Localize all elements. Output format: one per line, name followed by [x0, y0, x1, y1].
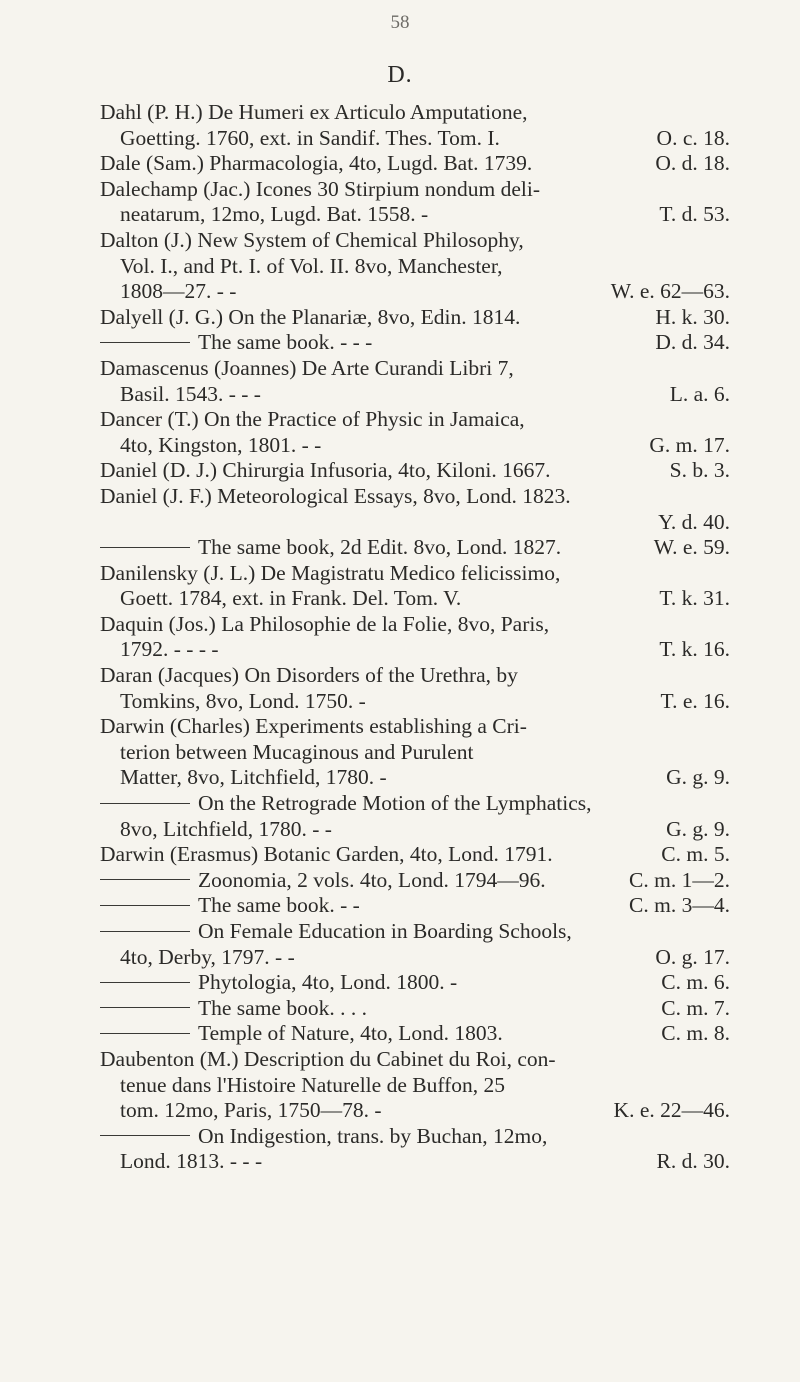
catalogue-entry — [100, 996, 730, 1022]
catalogue-entry — [100, 484, 730, 535]
entry-last-line — [100, 279, 730, 305]
entry-title-text: Dalton (J.) New System of Chemical Philosophy, — [100, 227, 524, 252]
entry-title-text: Daubenton (M.) Description du Cabinet du Roi, con- — [100, 1046, 556, 1071]
catalogue-entry — [100, 714, 730, 791]
entry-last-text — [100, 458, 550, 484]
entry-last-text — [100, 893, 360, 919]
catalogue-entry — [100, 612, 730, 663]
shelf-mark: O. d. 18. — [655, 151, 730, 176]
ditto-dash — [100, 1135, 190, 1136]
entry-last-text — [100, 305, 520, 331]
entry-text: 1808—27. - - — [120, 279, 237, 304]
entry-last-line — [100, 458, 730, 484]
entry-last-text — [120, 279, 236, 305]
shelf-mark: R. d. 30. — [656, 1149, 730, 1174]
shelf-mark: W. e. 59. — [653, 535, 730, 560]
entry-last-text — [120, 1098, 382, 1124]
entry-last-line — [100, 637, 730, 663]
catalogue-entry — [100, 970, 730, 996]
entry-last-line — [100, 1021, 730, 1047]
ditto-dash — [100, 1033, 190, 1034]
catalogue-entry — [100, 305, 730, 331]
catalogue-entries — [100, 100, 730, 1175]
entry-last-text — [120, 689, 366, 715]
section-heading: D. — [387, 62, 413, 88]
shelf-mark: Y. d. 40. — [658, 509, 730, 534]
entry-last-line — [100, 817, 730, 843]
entry-text: neatarum, 12mo, Lugd. Bat. 1558. - — [120, 202, 429, 227]
entry-first-line — [100, 1124, 730, 1150]
entry-last-text — [100, 535, 561, 561]
entry-last-line — [100, 868, 730, 894]
entry-last-line — [100, 1098, 730, 1124]
catalogue-entry — [100, 151, 730, 177]
catalogue-entry — [100, 791, 730, 842]
shelf-mark: T. d. 53. — [659, 202, 730, 227]
entry-first-line — [100, 1047, 730, 1073]
entry-last-line — [100, 945, 730, 971]
entry-text: Matter, 8vo, Litchfield, 1780. - — [120, 765, 387, 790]
entry-last-line — [100, 151, 730, 177]
entry-last-line — [100, 330, 730, 356]
entry-title-text: Daniel (J. F.) Meteorological Essays, 8vo, Lond. 1823. — [100, 483, 571, 508]
entry-last-line — [100, 382, 730, 408]
catalogue-entry — [100, 561, 730, 612]
shelf-mark: G. g. 9. — [666, 765, 730, 790]
shelf-mark: C. m. 1—2. — [629, 867, 730, 892]
shelf-mark: T. k. 16. — [659, 637, 730, 662]
entry-text: Darwin (Erasmus) Botanic Garden, 4to, Lond. 1791. — [100, 842, 553, 867]
shelf-mark: G. m. 17. — [649, 432, 730, 457]
entry-continuation-line: tenue dans l'Histoire Naturelle de Buffon, 25 — [120, 1072, 506, 1097]
entry-continuation-line: terion between Mucaginous and Purulent — [120, 739, 474, 764]
entry-first-line — [100, 612, 730, 638]
ditto-dash — [100, 982, 190, 983]
ditto-dash — [100, 803, 190, 804]
entry-text: Daniel (D. J.) Chirurgia Infusoria, 4to, Kiloni. 1667. — [100, 458, 551, 483]
entry-title-text: Darwin (Charles) Experiments establishing a Cri- — [100, 714, 527, 739]
entry-last-line — [100, 689, 730, 715]
ditto-dash — [100, 879, 190, 880]
entry-title-text: Dalechamp (Jac.) Icones 30 Stirpium nondum deli- — [100, 176, 541, 201]
entry-last-line — [100, 893, 730, 919]
entry-last-text — [120, 637, 219, 663]
entry-text: tom. 12mo, Paris, 1750—78. - — [120, 1098, 382, 1123]
entry-last-line — [100, 1149, 730, 1175]
entry-title-text: On Indigestion, trans. by Buchan, 12mo, — [198, 1123, 548, 1148]
shelf-mark: K. e. 22—46. — [613, 1098, 730, 1123]
entry-text: 8vo, Litchfield, 1780. - - — [120, 816, 332, 841]
ditto-dash — [100, 931, 190, 932]
entry-last-text — [100, 996, 367, 1022]
entry-last-line — [100, 586, 730, 612]
entry-text: Phytologia, 4to, Lond. 1800. - — [198, 970, 458, 995]
catalogue-entry — [100, 868, 730, 894]
entry-title-text: Danilensky (J. L.) De Magistratu Medico felicissimo, — [100, 560, 561, 585]
entry-title-text: On the Retrograde Motion of the Lymphatics, — [198, 791, 592, 816]
shelf-mark: O. c. 18. — [656, 125, 730, 150]
entry-last-text — [120, 433, 321, 459]
shelf-mark: D. d. 34. — [655, 330, 730, 355]
entry-last-line — [100, 535, 730, 561]
entry-text: Goetting. 1760, ext. in Sandif. Thes. Tom. I. — [120, 125, 500, 150]
entry-text: Zoonomia, 2 vols. 4to, Lond. 1794—96. — [198, 867, 546, 892]
ditto-dash — [100, 905, 190, 906]
entry-last-line — [100, 305, 730, 331]
catalogue-entry — [100, 407, 730, 458]
entry-last-text — [100, 151, 532, 177]
entry-last-text — [120, 586, 461, 612]
entry-first-line — [100, 228, 730, 254]
entry-last-line — [100, 433, 730, 459]
shelf-mark: C. m. 7. — [661, 995, 730, 1020]
entry-text: Dale (Sam.) Pharmacologia, 4to, Lugd. Bat. 1739. — [100, 151, 533, 176]
shelf-mark: T. k. 31. — [659, 586, 730, 611]
entry-last-text — [120, 202, 428, 228]
entry-text: 4to, Kingston, 1801. - - — [120, 432, 322, 457]
shelf-mark: S. b. 3. — [669, 458, 730, 483]
ditto-dash — [100, 1007, 190, 1008]
entry-first-line — [100, 663, 730, 689]
entry-first-line — [100, 919, 730, 945]
entry-text: Basil. 1543. - - - — [120, 381, 261, 406]
catalogue-entry — [100, 356, 730, 407]
catalogue-entry — [100, 893, 730, 919]
entry-title-text: Damascenus (Joannes) De Arte Curandi Libri 7, — [100, 355, 514, 380]
shelf-mark: G. g. 9. — [666, 816, 730, 841]
catalogue-entry — [100, 228, 730, 305]
entry-title-text: Dancer (T.) On the Practice of Physic in Jamaica, — [100, 407, 525, 432]
shelf-mark: C. m. 3—4. — [629, 893, 730, 918]
entry-first-line — [100, 561, 730, 587]
shelf-mark: H. k. 30. — [655, 304, 730, 329]
entry-last-line — [100, 970, 730, 996]
entry-last-text — [100, 970, 457, 996]
shelf-mark: C. m. 5. — [661, 842, 730, 867]
catalogue-entry — [100, 535, 730, 561]
entry-text: The same book. - - - — [198, 330, 373, 355]
entry-text: Goett. 1784, ext. in Frank. Del. Tom. V. — [120, 586, 462, 611]
page-number: 58 — [390, 12, 410, 33]
catalogue-entry — [100, 458, 730, 484]
shelf-mark: T. e. 16. — [660, 688, 730, 713]
entry-last-line — [100, 996, 730, 1022]
catalogue-entry — [100, 1124, 730, 1175]
entry-first-line — [100, 356, 730, 382]
catalogue-entry — [100, 842, 730, 868]
entry-title-text: Daquin (Jos.) La Philosophie de la Folie, 8vo, Paris, — [100, 611, 550, 636]
entry-text: Lond. 1813. - - - — [120, 1149, 263, 1174]
entry-last-text — [120, 945, 295, 971]
entry-last-text — [120, 765, 387, 791]
entry-last-text — [120, 1149, 262, 1175]
entry-last-line — [100, 765, 730, 791]
entry-text: Dalyell (J. G.) On the Planariæ, 8vo, Edin. 1814. — [100, 304, 521, 329]
entry-text: The same book, 2d Edit. 8vo, Lond. 1827. — [198, 535, 562, 560]
entry-last-text — [100, 842, 553, 868]
catalogue-entry — [100, 177, 730, 228]
entry-first-line — [100, 714, 730, 740]
entry-last-text — [120, 382, 261, 408]
entry-last-line — [100, 510, 730, 536]
entry-text: The same book. . . . — [198, 995, 367, 1020]
catalogue-entry — [100, 100, 730, 151]
entry-last-text — [100, 1021, 503, 1047]
catalogue-entry — [100, 1021, 730, 1047]
entry-title-text: Daran (Jacques) On Disorders of the Urethra, by — [100, 663, 518, 688]
shelf-mark: C. m. 8. — [661, 1021, 730, 1046]
shelf-mark: C. m. 6. — [661, 970, 730, 995]
catalogue-entry — [100, 330, 730, 356]
entry-text: Tomkins, 8vo, Lond. 1750. - — [120, 688, 366, 713]
shelf-mark: W. e. 62—63. — [610, 279, 730, 304]
shelf-mark: L. a. 6. — [669, 381, 730, 406]
entry-text: The same book. - - — [198, 893, 360, 918]
entry-first-line — [100, 407, 730, 433]
entry-title-text: Dahl (P. H.) De Humeri ex Articulo Amputatione, — [100, 100, 528, 124]
entry-text: Temple of Nature, 4to, Lond. 1803. — [198, 1021, 503, 1046]
entry-last-line — [100, 202, 730, 228]
catalogue-entry — [100, 919, 730, 970]
entry-last-line — [100, 126, 730, 152]
entry-first-line — [100, 177, 730, 203]
entry-first-line — [100, 484, 730, 510]
entry-title-text: On Female Education in Boarding Schools, — [198, 919, 572, 943]
shelf-mark: O. g. 17. — [655, 944, 730, 969]
ditto-dash — [100, 547, 190, 548]
entry-continuation-line: Vol. I., and Pt. I. of Vol. II. 8vo, Manchester, — [120, 253, 503, 278]
entry-last-text — [120, 817, 332, 843]
catalogue-entry — [100, 663, 730, 714]
entry-first-line — [100, 791, 730, 817]
entry-first-line — [100, 100, 730, 126]
catalogue-entry — [100, 1047, 730, 1124]
entry-text: 1792. - - - - — [120, 637, 219, 662]
entry-last-text — [120, 126, 500, 152]
entry-last-text — [100, 330, 372, 356]
entry-text: 4to, Derby, 1797. - - — [120, 944, 295, 969]
ditto-dash — [100, 342, 190, 343]
entry-last-line — [100, 842, 730, 868]
entry-last-text — [100, 868, 546, 894]
